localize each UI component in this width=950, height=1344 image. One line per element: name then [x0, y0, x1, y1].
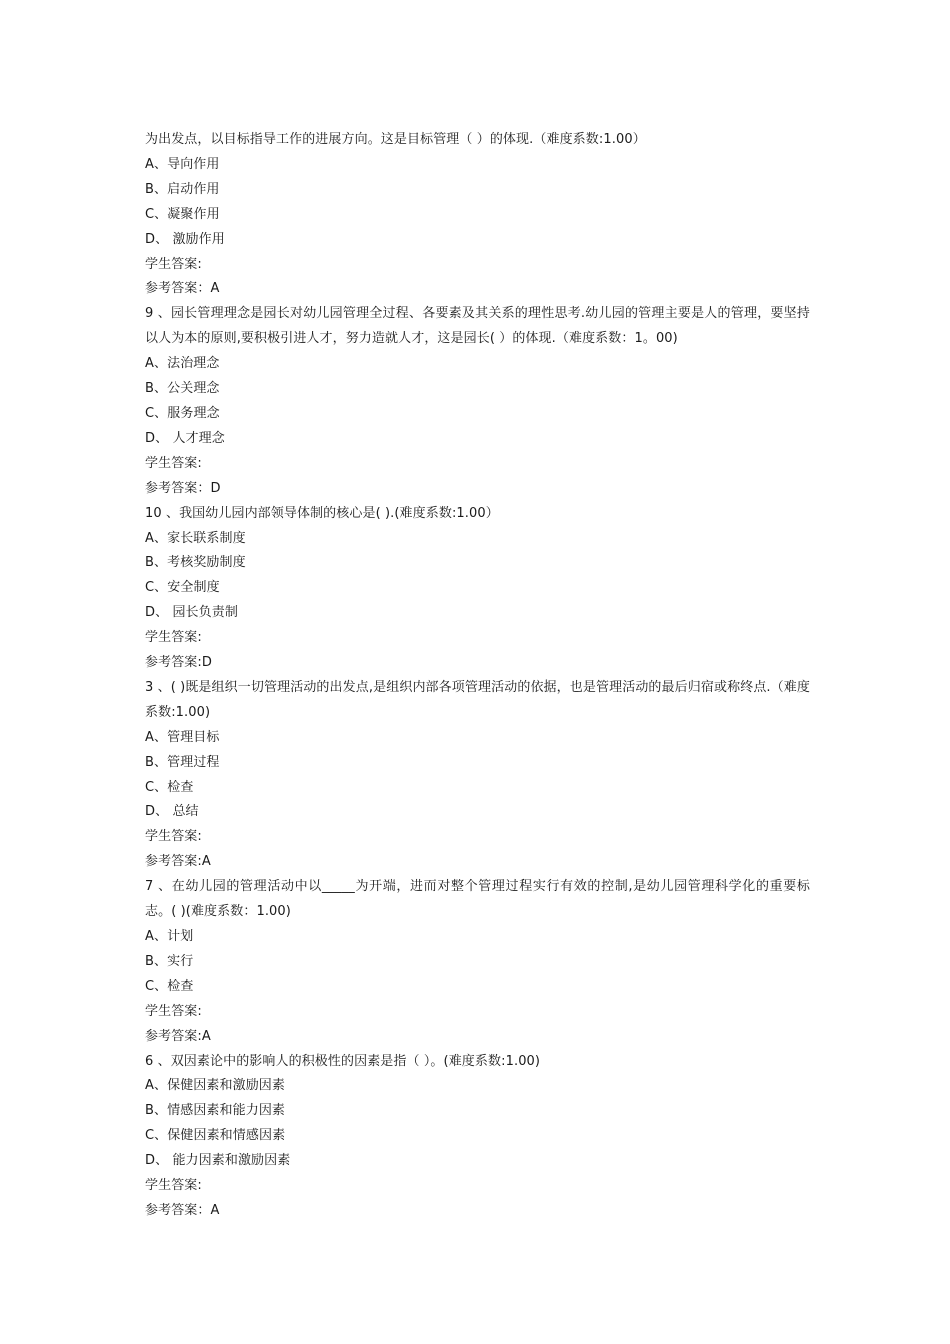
- question-block: [145, 875, 810, 1049]
- question-text: 6 、双因素论中的影响人的积极性的因素是指（ ）。(难度系数:1.00): [145, 1053, 541, 1069]
- reference-answer: 参考答案:A: [145, 1028, 211, 1044]
- reference-answer: 参考答案:D: [145, 655, 212, 671]
- question-text: 9 、园长管理理念是园长对幼儿园管理全过程、各要素及其关系的理性思考.幼儿园的管理主要是人的管理，要坚持以人为本的原则,要积极引进人才，努力造就人才，这是园长( ）的体现.（难度系数：1。00): [145, 306, 810, 347]
- option-b: B、启动作用: [145, 181, 220, 197]
- reference-answer: 参考答案：A: [145, 281, 220, 297]
- option-b: B、情感因素和能力因素: [145, 1103, 286, 1119]
- question-text: 7 、在幼儿园的管理活动中以_____为开端，进而对整个管理过程实行有效的控制,是幼儿园管理科学化的重要标志。( )(难度系数：1.00): [145, 879, 810, 920]
- question-block: [145, 1050, 810, 1224]
- option-c: C、保健因素和情感因素: [145, 1128, 286, 1144]
- reference-answer: 参考答案:A: [145, 854, 211, 870]
- option-b: B、考核奖励制度: [145, 555, 246, 571]
- student-answer: 学生答案:: [145, 1178, 202, 1194]
- option-a: A、管理目标: [145, 729, 220, 745]
- option-b: B、公关理念: [145, 381, 220, 397]
- option-d: D、 园长负责制: [145, 605, 238, 621]
- student-answer: 学生答案:: [145, 630, 202, 646]
- question-block: [145, 502, 810, 676]
- option-a: A、家长联系制度: [145, 530, 246, 546]
- option-c: C、凝聚作用: [145, 206, 220, 222]
- question-text: 为出发点，以目标指导工作的进展方向。这是目标管理（ ）的体现.（难度系数:1.00）: [145, 132, 646, 147]
- option-a: A、法治理念: [145, 356, 220, 372]
- option-d: D、 人才理念: [145, 430, 225, 446]
- student-answer: 学生答案:: [145, 829, 202, 845]
- option-c: C、检查: [145, 779, 194, 795]
- student-answer: 学生答案:: [145, 1003, 202, 1019]
- question-text: 3 、( )既是组织一切管理活动的出发点,是组织内部各项管理活动的依据，也是管理活动的最后归宿或称终点.（难度系数:1.00): [145, 679, 810, 720]
- option-d: D、 能力因素和激励因素: [145, 1153, 291, 1169]
- reference-answer: 参考答案：A: [145, 1202, 220, 1218]
- student-answer: 学生答案:: [145, 455, 202, 471]
- option-c: C、安全制度: [145, 580, 220, 596]
- option-d: D、 总结: [145, 804, 199, 820]
- option-b: B、管理过程: [145, 754, 220, 770]
- student-answer: 学生答案:: [145, 256, 202, 272]
- option-a: A、导向作用: [145, 156, 220, 172]
- option-b: B、实行: [145, 953, 194, 969]
- question-list: [145, 128, 810, 1224]
- option-a: A、保健因素和激励因素: [145, 1078, 285, 1094]
- option-d: D、 激励作用: [145, 231, 225, 247]
- option-c: C、服务理念: [145, 405, 220, 421]
- question-block: [145, 128, 810, 302]
- question-block: [145, 676, 810, 875]
- option-a: A、计划: [145, 929, 194, 944]
- question-block: [145, 302, 810, 501]
- option-c: C、检查: [145, 978, 194, 994]
- reference-answer: 参考答案：D: [145, 480, 221, 496]
- question-text: 10 、我国幼儿园内部领导体制的核心是( ).(难度系数:1.00）: [145, 505, 499, 521]
